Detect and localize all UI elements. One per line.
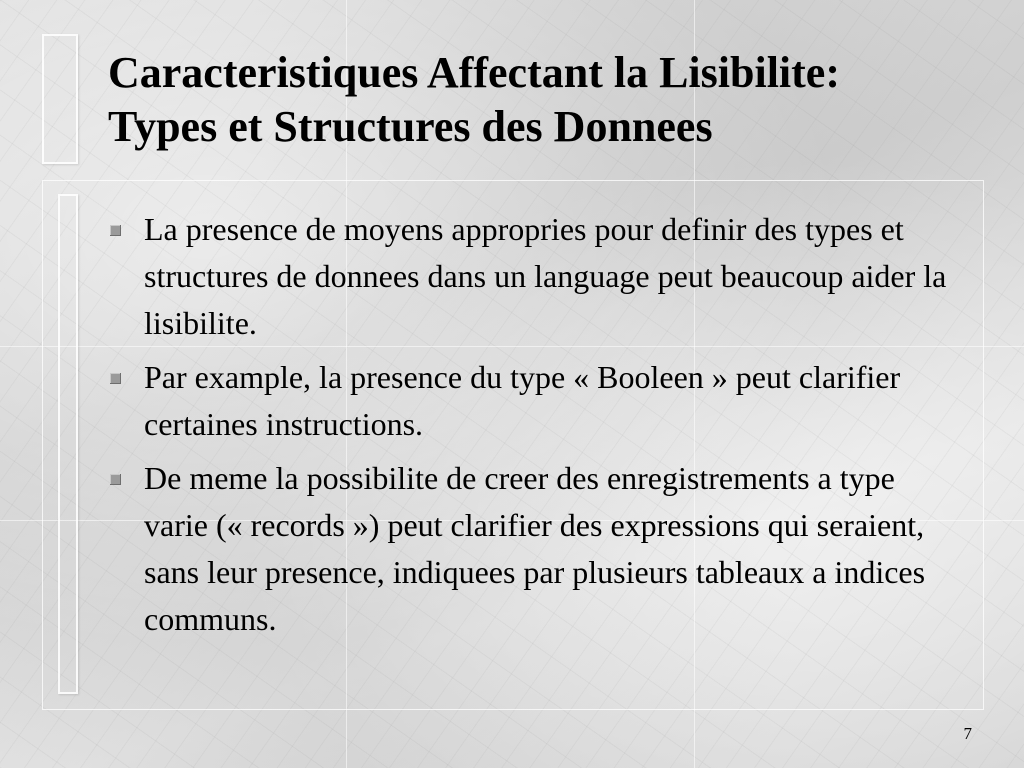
title-decoration-bar — [42, 34, 78, 164]
title-area — [76, 30, 984, 180]
bullet-list — [104, 206, 954, 650]
bullet-text: Par example, la presence du type « Booleen » peut clarifier certaines instructions. — [144, 359, 901, 442]
title-line: Types et Structures des Donnees — [108, 102, 713, 151]
square-bullet-icon — [110, 474, 121, 485]
bullet-text: La presence de moyens appropries pour definir des types et structures de donnees dans un language peut beaucoup aider la lisibilite. — [144, 211, 947, 341]
bullet-text: De meme la possibilite de creer des enregistrements a type varie (« records ») peut clarifier des expressions qui seraient, sans leur presence, indiquees par plusieurs tableaux a indices communs. — [144, 460, 926, 637]
title-line: Caracteristiques Affectant la Lisibilite: — [108, 48, 840, 97]
square-bullet-icon — [110, 225, 121, 236]
bullet-item — [104, 206, 954, 347]
bullet-item — [104, 354, 954, 448]
page-number: 7 — [963, 724, 972, 743]
bullet-item — [104, 455, 954, 643]
slide-title — [108, 46, 840, 154]
square-bullet-icon — [110, 373, 121, 384]
